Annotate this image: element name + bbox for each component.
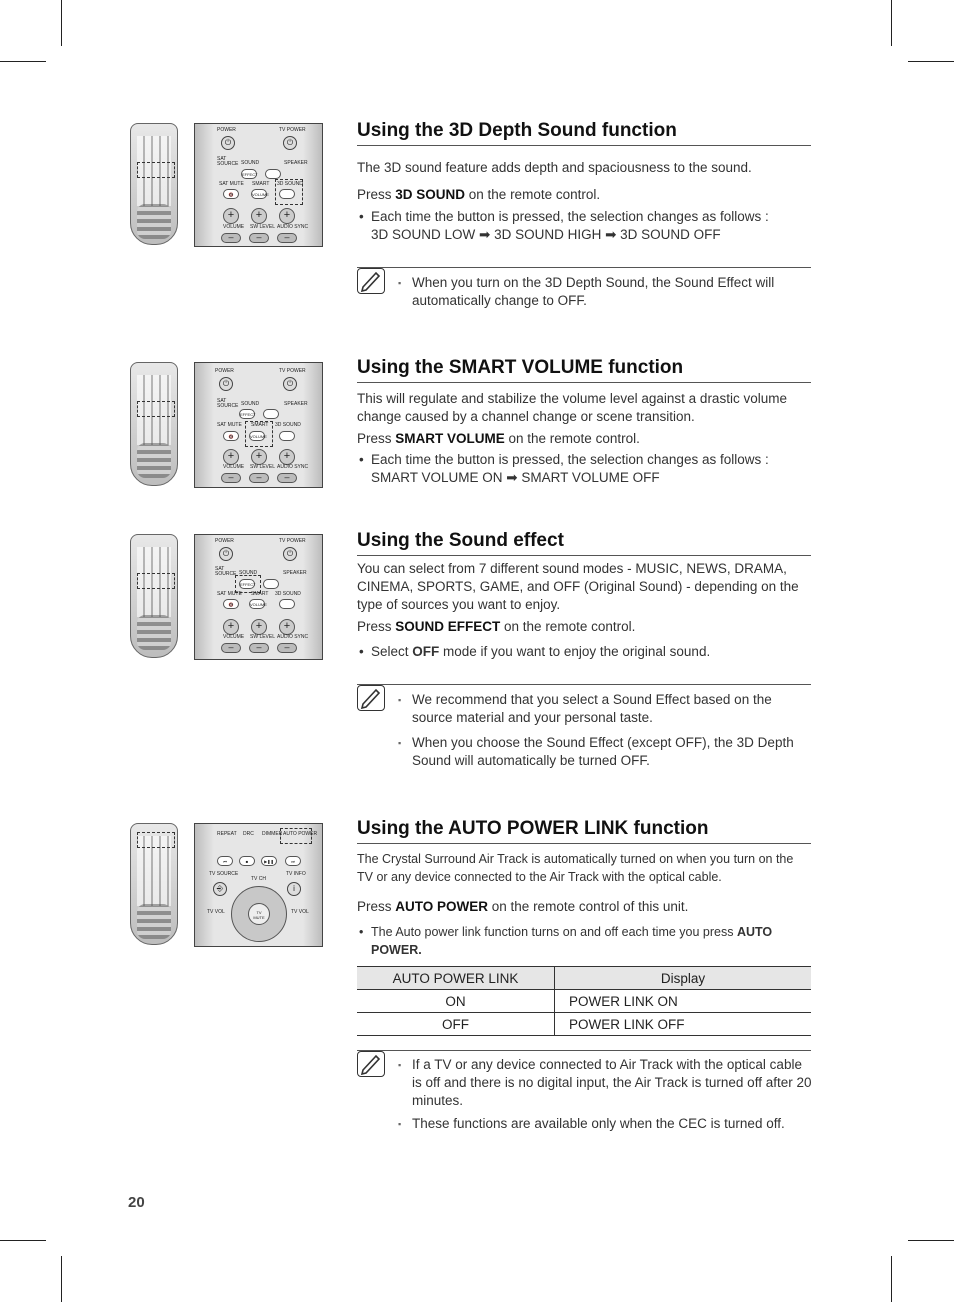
table-header-row [357,967,811,990]
smart-volume-button: VOLUME [249,599,265,609]
section-intro: The Crystal Surround Air Track is automatically turned on when you turn on the TV or any device connected to the Air Track with the optical cable. [357,852,794,884]
section-title: Using the AUTO POWER LINK function [357,818,811,844]
sw-level-minus-button: – [249,233,269,243]
note-item: ▪ These functions are available only when the CEC is turned off. [412,1115,812,1133]
remote-label-sat-mute: SAT MUTE [217,422,242,428]
bullet-item: • The Auto power link function turns on and off each time you press AUTO POWER. [357,923,811,959]
remote-label-volume: VOLUME [223,464,245,470]
next-button: ⏭ [285,856,301,866]
speaker-button [263,579,279,589]
audio-sync-plus-button: + [279,619,295,635]
crop-mark [891,0,892,46]
note-divider [357,1050,811,1051]
volume-minus-button: – [221,643,241,653]
remote-label-tv-power: TV POWER [279,127,306,133]
tv-source-icon: ⎆ [213,882,227,896]
remote-label-tv-power: TV POWER [279,538,306,544]
navigation-wheel [231,886,287,942]
remote-label-audio-sync: AUDIO SYNC [277,224,309,230]
remote-label-audio-sync: AUDIO SYNC [277,634,309,640]
table-cell: ON [357,990,555,1013]
tv-power-icon: ⏻ [283,547,297,561]
speaker-button [265,169,281,179]
audio-sync-minus-button: – [277,233,297,243]
note-divider [357,684,811,685]
crop-mark [908,1240,954,1241]
remote-label-smart: SMART [251,591,269,597]
stop-button: ■ [239,856,255,866]
remote-label-tv-vol-left: TV VOL [207,909,225,915]
volume-plus-button: + [223,449,239,465]
remote-zoom-illustration [194,362,323,488]
press-instruction: Press SMART VOLUME on the remote control. [357,431,640,446]
auto-power-link-table [357,966,811,1036]
volume-minus-button: – [221,473,241,483]
remote-label-tv-ch: TV CH [251,876,266,882]
effect-button: EFFECT [239,579,255,589]
section-title: Using the SMART VOLUME function [357,357,811,383]
section-intro: This will regulate and stabilize the volume level against a drastic volume change caused by a channel change or scene transition. [357,391,787,424]
remote-label-power: POWER [215,538,234,544]
crop-mark [0,61,46,62]
bullet-item: • Each time the button is pressed, the selection changes as follows : 3D SOUND LOW ➡ 3D SOUND HIGH ➡ 3D SOUND OFF [357,208,811,244]
press-instruction: Press AUTO POWER on the remote control of this unit. [357,899,689,914]
3d-sound-button [279,599,295,609]
note-icon [357,1051,385,1077]
smart-volume-button: VOLUME [249,431,265,441]
remote-label-smart: SMART [252,181,270,187]
note-item: ▪ If a TV or any device connected to Air Track with the optical cable is off and there is no digital input, the Air Track is turned off after 20 minutes. [412,1056,812,1110]
volume-plus-button: + [223,619,239,635]
remote-illustration [130,534,178,658]
section-intro: You can select from 7 different sound modes - MUSIC, NEWS, DRAMA, CINEMA, SPORTS, GAME, and OFF (Original Sound) - depending on the type of sources you want to enjoy. [357,561,799,612]
remote-label-smart: SMART [251,422,269,428]
tv-power-icon: ⏻ [283,377,297,391]
remote-illustration [130,362,178,486]
note-icon [357,268,385,294]
note-item: ▪ When you choose the Sound Effect (except OFF), the 3D Depth Sound will automatically be turned OFF. [412,734,812,770]
remote-illustration [130,823,178,945]
note-item: ▪ We recommend that you select a Sound Effect based on the source material and your personal taste. [412,691,812,727]
remote-label-sat-mute: SAT MUTE [217,591,242,597]
sat-mute-button: 🔇 [223,431,239,441]
remote-label-3d-sound: 3D SOUND [275,591,301,597]
remote-label-power: POWER [217,127,236,133]
press-instruction: Press SOUND EFFECT on the remote control. [357,619,636,634]
table-header: Display [555,967,812,990]
remote-label-3d-sound: 3D SOUND [275,422,301,428]
remote-label-drc: DRC [243,831,254,837]
sw-level-minus-button: – [249,473,269,483]
table-cell: POWER LINK OFF [555,1013,812,1036]
section-title: Using the Sound effect [357,530,811,556]
crop-mark [61,1256,62,1302]
tv-power-icon: ⏻ [283,136,297,150]
remote-label-sw-level: SW LEVEL [250,634,276,640]
remote-label-tv-info: TV INFO [286,871,306,877]
power-icon: ⏻ [219,547,233,561]
sat-mute-button: 🔇 [223,189,239,199]
table-row [357,990,811,1013]
audio-sync-minus-button: – [277,643,297,653]
prev-button: ⏮ [217,856,233,866]
remote-label-tv-power: TV POWER [279,368,306,374]
section-intro: The 3D sound feature adds depth and spaciousness to the sound. [357,160,752,175]
table-row [357,1013,811,1036]
sw-level-plus-button: + [251,619,267,635]
table-header: AUTO POWER LINK [357,967,555,990]
crop-mark [908,61,954,62]
power-icon: ⏻ [219,377,233,391]
sat-mute-button: 🔇 [223,599,239,609]
remote-label-sat-source: SAT SOURCE [217,156,239,167]
crop-mark [0,1240,46,1241]
tv-mute-button: TV MUTE [248,903,270,925]
section-title: Using the 3D Depth Sound function [357,120,811,146]
remote-label-tv-source: TV SOURCE [209,871,239,877]
remote-label-auto-power: AUTO POWER [283,831,318,837]
crop-mark [61,0,62,46]
bullet-item: • Each time the button is pressed, the selection changes as follows : SMART VOLUME ON ➡ SMART VOLUME OFF [357,451,811,487]
remote-label-volume: VOLUME [223,634,245,640]
speaker-button [263,409,279,419]
effect-button: EFFECT [239,409,255,419]
remote-zoom-illustration [194,123,323,247]
sw-level-plus-button: + [251,449,267,465]
remote-label-sat-source: SAT SOURCE [215,566,237,577]
tv-info-icon: i [287,882,301,896]
remote-label-sat-mute: SAT MUTE [219,181,244,187]
remote-label-speaker: SPEAKER [283,570,307,576]
remote-label-sw-level: SW LEVEL [250,224,276,230]
remote-label-sound: SOUND [239,570,258,576]
power-icon: ⏻ [221,136,235,150]
smart-volume-button: VOLUME [251,189,267,199]
crop-mark [891,1256,892,1302]
remote-label-repeat: REPEAT [217,831,237,837]
remote-label-sw-level: SW LEVEL [250,464,276,470]
remote-label-speaker: SPEAKER [284,401,308,407]
play-pause-button: ▶❚❚ [261,856,277,866]
sw-level-plus-button: + [251,208,267,224]
note-icon [357,685,385,711]
note-item: ▪ When you turn on the 3D Depth Sound, the Sound Effect will automatically change to OFF. [412,274,812,310]
remote-label-tv-vol-right: TV VOL [291,909,309,915]
remote-illustration [130,123,178,245]
remote-label-audio-sync: AUDIO SYNC [277,464,309,470]
remote-label-dimmer: DIMMER [262,831,283,837]
remote-label-volume: VOLUME [223,224,245,230]
audio-sync-plus-button: + [279,208,295,224]
note-divider [357,267,811,268]
remote-label-power: POWER [215,368,234,374]
3d-sound-button [279,431,295,441]
remote-label-3d-sound: 3D SOUND [277,181,303,187]
volume-plus-button: + [223,208,239,224]
audio-sync-plus-button: + [279,449,295,465]
remote-zoom-illustration [194,823,323,947]
remote-label-sound: SOUND [241,160,260,166]
audio-sync-minus-button: – [277,473,297,483]
remote-label-sound: SOUND [241,401,260,407]
remote-label-sat-source: SAT SOURCE [217,398,239,409]
remote-zoom-illustration [194,534,323,660]
sw-level-minus-button: – [249,643,269,653]
remote-label-speaker: SPEAKER [284,160,308,166]
table-cell: OFF [357,1013,555,1036]
effect-button: EFFECT [241,169,257,179]
page-number: 20 [128,1194,145,1211]
table-cell: POWER LINK ON [555,990,812,1013]
bullet-item: • Select OFF mode if you want to enjoy the original sound. [357,643,811,661]
volume-minus-button: – [221,233,241,243]
press-instruction: Press 3D SOUND on the remote control. [357,187,601,202]
